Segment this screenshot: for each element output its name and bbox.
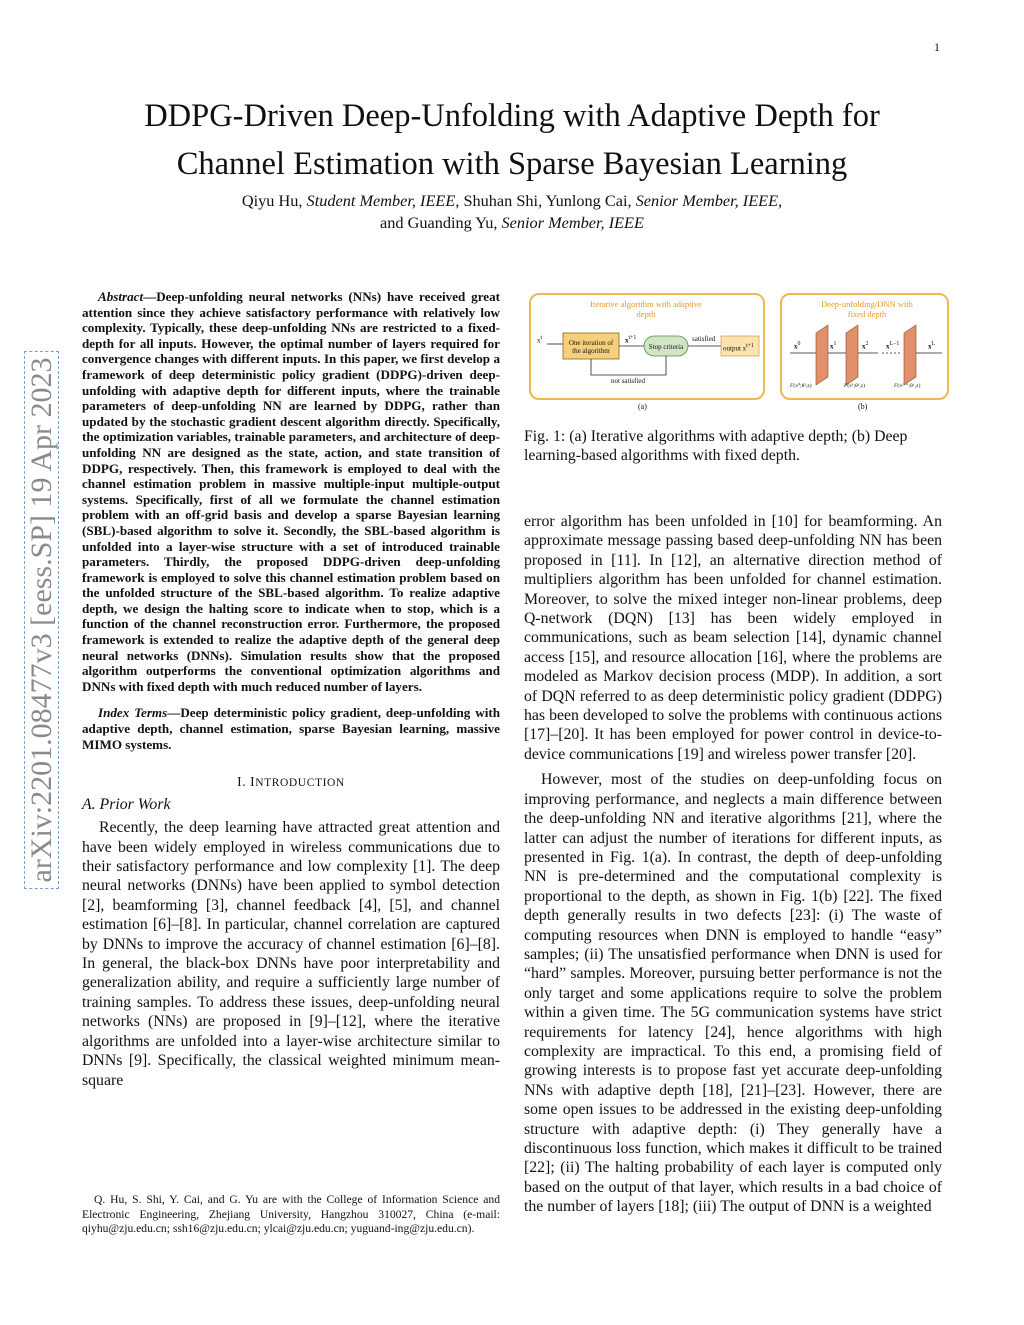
stop-criteria-label: Stop criteria [648,343,684,351]
figure-panel-b [780,293,949,400]
arxiv-id-text: arXiv:2201.08477v3 [eess.SP] 19 Apr 2023 [24,351,59,890]
figure-caption: Fig. 1: (a) Iterative algorithms with adaptive depth; (b) Deep learning-based algorithms with fixed depth. [524,428,908,465]
input-x-label: $x^t$ [537,335,543,345]
layer-block-1 [816,325,828,385]
panel-b-title: Deep-unfolding/DNN with fixed depth [821,299,913,319]
arxiv-identifier [22,310,62,930]
b-xl-label: $x^L$ [928,341,936,351]
body-paragraph: Recently, the deep learning have attracted great attention and have been widely employed in wireless communications due to their satisfactory performance and low complexity [1]. The deep neural networks (DNNs) have been applied to symbol detection [2], beamforming [3], channel feedback [4], [5], and channel estimation [6]–[8]. In particular, channel correlation are captured by DNNs to improve the accuracy of channel estimation [6]–[8]. In general, the black-box DNNs have poor interpretability and generalization ability, and require a sufficiently large number of training samples. To address these issues, deep-unfolding neural networks (NNs) are proposed in [9]–[12], where the iterative algorithms are unfolded into a layer-wise architecture similar to DNNs [9]. Specifically, the classical weighted minimum mean-square [82,819,500,1089]
not-satisfied-label: not satisfied [611,377,646,385]
body-paragraph: error algorithm has been unfolded in [10] for beamforming. An approximate message passing based deep-unfolding NN has been proposed in [11]. In [12], an alternative direction method of multipliers algorithm has been unfolded for channel estimation. Moreover, to solve the mixed integer non-linear problems, deep Q-network (DQN) [13] has been widely employed in communications, such as beam selection [14], dynamic channel access [15], and resource allocation [16], where the problems are modeled as Markov decision process (MDP). In addition, a sort of DQN referred to as deep deterministic policy gradient (DDPG) has been developed to solve the problems with continuous actions [17]–[20]. It has been employed for power control in device-to-device communications [19] and wireless power transfer [20]. [524,513,942,763]
satisfied-label: satisfied [692,335,716,343]
section-heading-introduction: I. INTRODUCTION [237,774,345,790]
index-terms [82,705,500,752]
body-paragraph: However, most of the studies on deep-unfolding focus on improving performance, and neglects a main difference between the deep-unfolding NN and iterative algorithms [21], where the latter can adjust the number of iterations for different inputs, as presented in Fig. 1(a). In contrast, the depth of deep-unfolding NN is pre-determined and the computational complexity is proportional to the depth, as shown in Fig. 1(b) [22]. The fixed depth generally results in two defects [23]: (i) The waste of computing resources when DNN is employed to handle “easy” samples; (ii) The unsatisfied performance when DNN is used for “hard” samples. Moreover, pursuing better performance is not the only target and some applications require to solve the problem within a given time. The 5G communication systems have strict requirements for latency [24], hence algorithms with high complexity are impractical. To this end, a promising field of growing interests is to propose fast yet accurate deep-unfolding NNs with adaptive depth [18], [21]–[23]. However, there are some open issues to be addressed in the existing deep-unfolding structure with adaptive depth: (i) They generally have a discontinuous loss function, which makes it difficult to be trained [22]; (ii) The halting probability of each layer is computed only based on the output of that layer, which results in a bad choice of the number of layers [18]; (iii) The output of DNN is a weighted [524,771,942,1216]
xt1-label: $x^{t+1}$ [625,335,637,345]
author-qiyu-hu: Qiyu Hu, [241,191,307,210]
title-line-1: DDPG-Driven Deep-Unfolding with Adaptive Depth for [144,98,880,134]
author-shi-cai: Shuhan Shi, Yunlong Cai, [459,191,636,210]
author-list [80,190,944,234]
abstract-label: Abstract [98,289,144,304]
affiliation-footnote: Q. Hu, S. Shi, Y. Cai, and G. Yu are with the College of Information Science and Electronic Engineering, Zhejiang University, Hangzhou 310027, China (e-mail: qiyhu@zju.edu.cn; ssh16@zju.edu.cn; ylcai@zju.edu.cn; yuguand-ing@zju.edu.cn). [82,1193,500,1236]
panel-a-title: Iterative algorithm with adaptive depth [590,299,702,319]
fl-label: F(xᴸ⁻¹;θᴸ,z) [894,383,921,389]
paper-title [80,92,944,188]
author-line-1 [80,190,944,212]
f1-label: F(x⁰;θ¹,z) [790,383,812,389]
panel-a-label: (a) [638,402,647,411]
panel-b-label: (b) [858,402,868,411]
b-x0-label: $x^0$ [794,341,801,351]
subsection-heading: A. Prior Work [82,796,171,814]
iteration-label: One iteration of the algorithm [568,339,614,355]
layer-block-l [904,325,916,385]
b-xl1-label: $x^{L-1}$ [886,341,900,351]
left-column [82,289,500,1090]
index-terms-text: —Deep deterministic policy gradient, deep-unfolding with adaptive depth, channel estimation, sparse Bayesian learning, massive MIMO systems. [82,705,500,752]
layer-block-2 [846,325,858,385]
index-terms-label: Index Terms [98,705,168,721]
page-number: 1 [934,40,940,54]
b-x2-label: $x^2$ [862,341,869,351]
author-role: Student Member, IEEE, [306,191,460,210]
right-column [524,512,942,1217]
f2-label: F(x¹;θ²,z) [844,383,866,389]
b-x1-label: $x^1$ [830,341,837,351]
abstract [82,289,500,694]
author-guanding-yu: and Guanding Yu, [380,213,502,232]
author-role: Senior Member, IEEE [501,213,644,232]
output-label: output $x^{t+1}$ [723,343,754,353]
author-role: Senior Member, IEEE, [635,191,783,210]
title-line-2: Channel Estimation with Sparse Bayesian Learning [176,146,848,182]
author-line-2 [80,212,944,234]
figure-panel-a [529,293,765,400]
abstract-text: —Deep-unfolding neural networks (NNs) have received great attention since they achieve satisfactory performance with relatively low complexity. Typically, these deep-unfolding NNs are restricted to a fixed-depth for all inputs. However, the optimal number of layers required for convergence changes with different inputs. In this paper, we first develop a framework of deep deterministic policy gradient (DDPG)-driven deep-unfolding with adaptive depth for different inputs, where the trainable parameters of deep-unfolding NN are learned by DDPG, rather than updated by the stochastic gradient descent algorithm directly. Specifically, the optimization variables, trainable parameters, and architecture of deep-unfolding NN are designed as the state, action, and state transition of DDPG, respectively. Then, this framework is employed to deal with the channel estimation problem in massive multiple-input multiple-output systems. Specifically, first of all we formulate the channel estimation problem with an off-grid basis and develop a sparse Bayesian learning (SBL)-based algorithm to solve it. Secondly, the SBL-based algorithm is unfolded into a layer-wise structure with a set of introduced trainable parameters. Thirdly, the proposed DDPG-driven deep-unfolding framework is employed to solve this channel estimation problem based on the unfolded structure of the SBL-based algorithm. To realize adaptive depth, we design the halting score to indicate when to stop, which is a function of the channel reconstruction error. Furthermore, the proposed framework is extended to realize the adaptive depth of the general deep neural networks (DNNs). Simulation results show that the proposed algorithm outperforms the conventional optimization algorithms and DNNs with fixed depth with much reduced number of layers. [82,289,500,694]
